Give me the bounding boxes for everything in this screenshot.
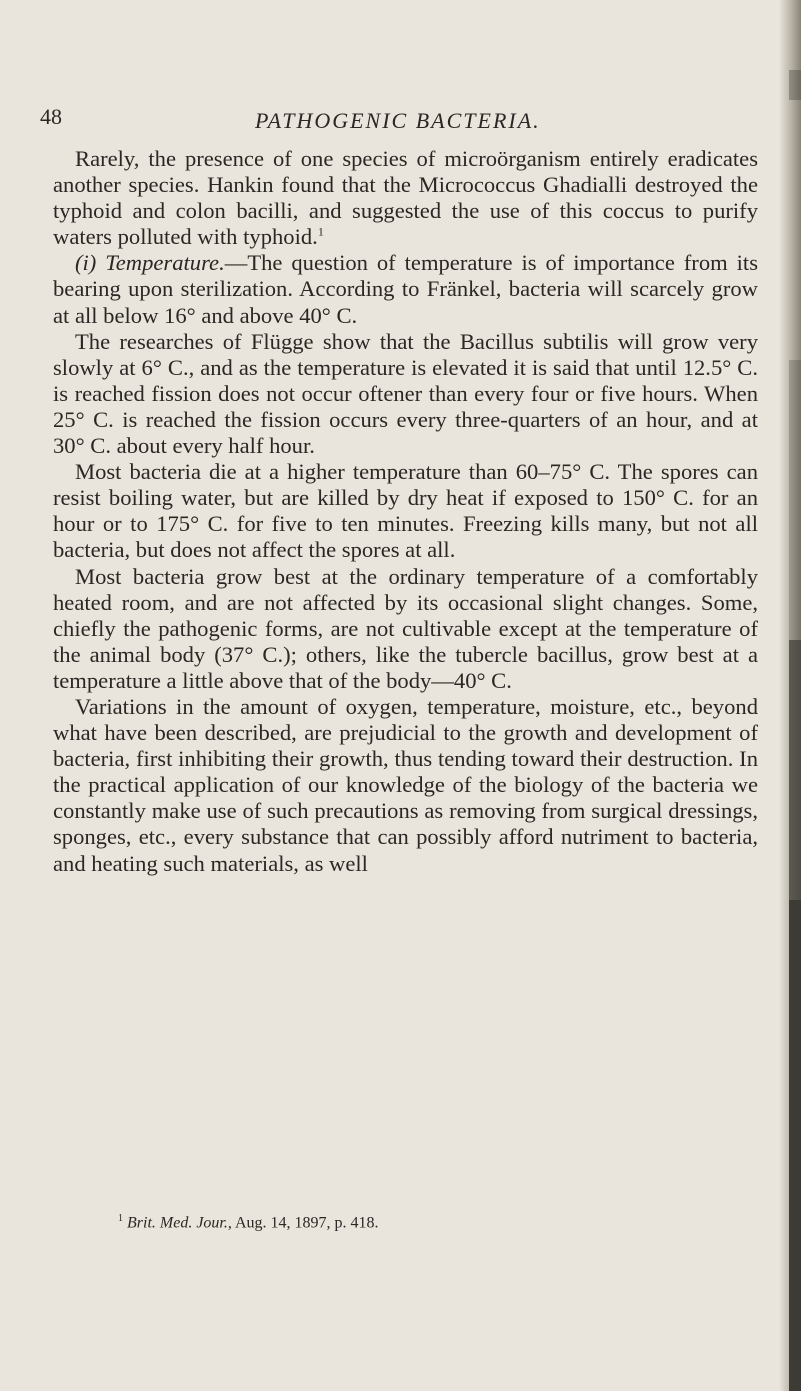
- page-edge-mark: [789, 70, 801, 100]
- paragraph: [53, 146, 758, 250]
- paragraph: Most bacteria grow best at the ordinary temperature of a comfortably heated room, and are not affected by its occasional slight changes. Some, chiefly the pathogenic forms, are not cultivable except at the temperature of the animal body (37° C.); others, like the tubercle bacillus, grow best at a temperature a little above that of the body—40° C.: [53, 563, 758, 693]
- footnote-source: Brit. Med. Jour.: [127, 1214, 228, 1232]
- page-edge-mark: [789, 360, 801, 640]
- body-text: [53, 146, 758, 877]
- paragraph-text: —The question of temperature is of importance from its bearing upon sterilization. According to Fränkel, bacteria will scarcely grow at all below 16° and above 40° C.: [53, 250, 758, 328]
- running-head: [40, 104, 740, 140]
- footnote: [118, 1213, 379, 1232]
- section-heading: (i) Temperature.: [75, 250, 225, 276]
- footnote-marker: 1: [118, 1213, 123, 1224]
- page-number: 48: [40, 104, 62, 129]
- page-edge-mark: [789, 900, 801, 1391]
- running-title: PATHOGENIC BACTERIA.: [255, 108, 541, 133]
- footnote-citation: , Aug. 14, 1897, p. 418.: [227, 1214, 379, 1232]
- paragraph-text: Rarely, the presence of one species of microörganism entirely eradicates another species. Hankin found that the Micrococcus Ghadialli destroyed the typhoid and colon bacilli, and suggested the use of this coccus to purify waters polluted with typhoid.: [53, 146, 758, 250]
- footnote-reference: 1: [317, 224, 324, 239]
- paragraph: The researches of Flügge show that the Bacillus subtilis will grow very slowly at 6° C., and as the temperature is elevated it is said that until 12.5° C. is reached fission does not occur oftener than every four or five hours. When 25° C. is reached the fission occurs every three-quarters of an hour, and at 30° C. about every half hour.: [53, 328, 758, 459]
- paragraph: [53, 250, 758, 328]
- paragraph: Variations in the amount of oxygen, temperature, moisture, etc., beyond what have been described, are prejudicial to the growth and development of bacteria, first inhibiting their growth, thus tending toward their destruction. In the practical application of our knowledge of the biology of the bacteria we constantly make use of such precautions as removing from surgical dressings, sponges, etc., every substance that can possibly afford nutriment to bacteria, and heating such materials, as well: [53, 693, 758, 876]
- paragraph: Most bacteria die at a higher temperature than 60–75° C. The spores can resist boiling water, but are killed by dry heat if exposed to 150° C. for an hour or to 175° C. for five to ten minutes. Freezing kills many, but not all bacteria, but does not affect the spores at all.: [53, 459, 758, 563]
